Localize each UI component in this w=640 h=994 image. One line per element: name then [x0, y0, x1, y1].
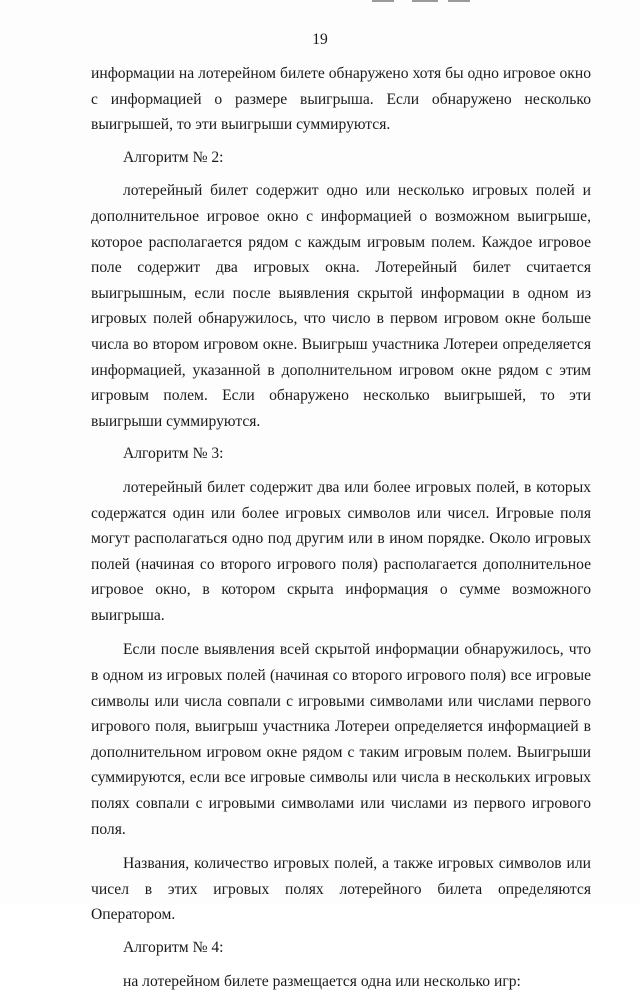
page-number: 19: [312, 31, 328, 48]
document-body: [91, 61, 591, 994]
algorithm-3-operator-note: Названия, количество игровых полей, а также игровых символов или чисел в этих игровых полях лотерейного билета определяются Оператором.: [91, 855, 591, 924]
algorithm-4-description: на лотерейном билете размещается одна или несколько игр:: [123, 972, 521, 990]
algorithm-3-heading: Алгоритм № 3:: [123, 445, 224, 463]
algorithm-4-heading: Алгоритм № 4:: [123, 939, 224, 956]
algorithm-3-description: лотерейный билет содержит два или более игровых полей, в которых содержатся один или более игровых символов или чисел. Игровые поля могут располагаться одно под другим или в ином порядке. Около игровых полей (начиная со второго игрового поля) располагается дополнительное игровое окно, в котором скрыта информация о сумме возможного выигрыша.: [91, 478, 591, 624]
scan-artifact-mark: [448, 0, 470, 2]
paragraph-continuation: информации на лотерейном билете обнаружено хотя бы одно игровое окно с информацией о размере выигрыша. Если обнаружено несколько выигрышей, то эти выигрыши суммируются.: [91, 65, 591, 134]
algorithm-3-win-condition: Если после выявления всей скрытой информации обнаружилось, что в одном из игровых полей (начиная со второго игрового поля) все игровые символы или числа совпали с игровыми символами или числами первого игрового поля, выигрыш участника Лотереи определяется информацией в дополнительном игровом окне рядом с таким игровым полем. Выигрыши суммируются, если все игровые символы или числа в нескольких игровых полях совпали с игровыми символами или числами из первого игрового поля.: [91, 641, 591, 838]
algorithm-2-description: лотерейный билет содержит одно или несколько игровых полей и дополнительное игровое окно с информацией о возможном выигрыше, которое располагается рядом с каждым игровым полем. Каждое игровое поле содержит два игровых окна. Лотерейный билет считается выигрышным, если после выявления скрытой информации в одном из игровых полей обнаружилось, что число в первом игровом окне больше числа во втором игровом окне. Выигрыш участника Лотереи определяется информацией, указанной в дополнительном игровом окне рядом с этим игровым полем. Если обнаружено несколько выигрышей, то эти выигрыши суммируются.: [91, 182, 591, 430]
algorithm-2-heading: Алгоритм № 2:: [123, 148, 224, 166]
scan-artifact-mark: [412, 0, 438, 2]
scan-artifact-mark: [372, 0, 394, 2]
